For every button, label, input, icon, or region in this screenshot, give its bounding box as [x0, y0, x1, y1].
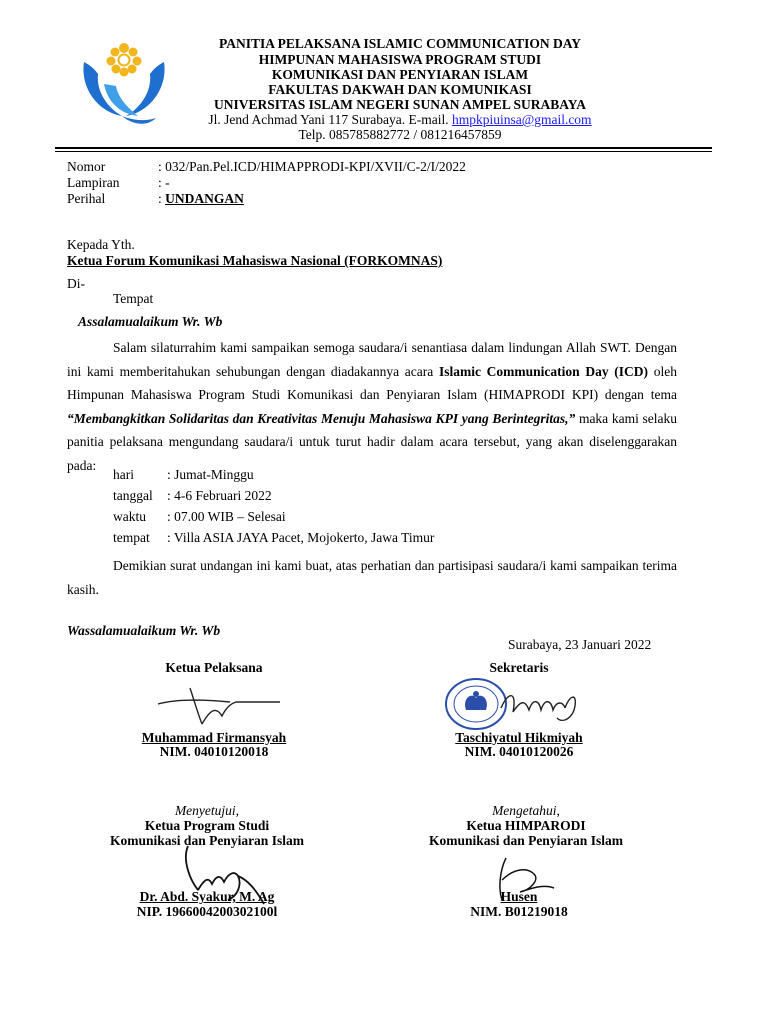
- left-top-name: Muhammad Firmansyah: [141, 730, 287, 745]
- kepada-label: Kepada Yth.: [67, 237, 135, 252]
- date-line: Surabaya, 23 Januari 2022: [508, 637, 652, 652]
- logo-flower-icon: [107, 43, 142, 77]
- lampiran-label: Lampiran: [67, 175, 120, 190]
- address-text: Jl. Jend Achmad Yani 117 Surabaya. E-mail.: [208, 112, 453, 127]
- detail-label-tanggal: tanggal: [113, 488, 153, 503]
- header-address: [180, 112, 620, 128]
- header-university: UNIVERSITAS ISLAM NEGERI SUNAN AMPEL SURABAYA: [214, 97, 586, 112]
- signature-firmansyah: [150, 680, 290, 730]
- closing-greeting: Wassalamualaikum Wr. Wb: [67, 623, 221, 638]
- perihal-field: [158, 191, 244, 207]
- di-label: Di-: [67, 276, 85, 291]
- left-bottom-role2: Komunikasi dan Penyiaran Islam: [110, 833, 304, 848]
- right-top-id: NIM. 04010120026: [464, 744, 574, 759]
- tempat-label: Tempat: [113, 291, 154, 306]
- detail-label-waktu: waktu: [113, 509, 146, 524]
- perihal-label: Perihal: [67, 191, 106, 206]
- left-bottom-role1: Ketua Program Studi: [144, 818, 270, 833]
- detail-value-waktu: : 07.00 WIB – Selesai: [167, 509, 286, 524]
- nomor-value: : 032/Pan.Pel.ICD/HIMAPPRODI-KPI/XVII/C-2/I/2022: [158, 159, 466, 174]
- detail-value-tempat: : Villa ASIA JAYA Pacet, Mojokerto, Jawa Timur: [167, 530, 435, 545]
- event-theme: “Membangkitkan Solidaritas dan Kreativitas Menuju Mahasiswa KPI yang Berintegritas,”: [67, 410, 576, 426]
- header-program: KOMUNIKASI DAN PENYIARAN ISLAM: [271, 67, 529, 82]
- body-text-1: Salam silaturrahim kami sampaikan semoga saudara/i senantiasa dalam lindungan Allah SWT. Dengan ini kami memberitahukan sehubungan dengan diadakannya acara: [67, 340, 677, 379]
- detail-label-tempat: tempat: [113, 530, 150, 545]
- detail-value-hari: : Jumat-Minggu: [167, 467, 254, 482]
- right-bottom-pre: Mengetahui,: [492, 803, 560, 818]
- header-committee: PANITIA PELAKSANA ISLAMIC COMMUNICATION DAY: [218, 36, 582, 51]
- recipient-name: Ketua Forum Komunikasi Mahasiswa Nasional (FORKOMNAS): [67, 253, 443, 268]
- organization-logo: [78, 38, 170, 130]
- left-top-role: Ketua Pelaksana: [165, 660, 263, 675]
- header-association: HIMPUNAN MAHASISWA PROGRAM STUDI: [258, 52, 542, 67]
- right-bottom-id: NIM. B01219018: [470, 904, 568, 919]
- perihal-colon: :: [158, 191, 166, 206]
- signature-taschiyatul: [495, 678, 585, 728]
- right-bottom-role2: Komunikasi dan Penyiaran Islam: [429, 833, 623, 848]
- detail-label-hari: hari: [113, 467, 134, 482]
- body-text-2: oleh Himpunan Mahasiswa Program Studi Komunikasi dan Penyiaran Islam (HIMAPRODI KPI) dengan tema: [67, 363, 677, 402]
- lampiran-value: : -: [158, 175, 170, 190]
- header-faculty: FAKULTAS DAKWAH DAN KOMUNIKASI: [268, 82, 532, 97]
- header-divider-thin: [55, 151, 712, 152]
- left-bottom-id: NIP. 1966004200302100l: [136, 904, 278, 919]
- email-link[interactable]: hmpkpiuinsa@gmail.com: [452, 112, 592, 127]
- body-text-3: maka kami selaku panitia pelaksana mengundang saudara/i untuk turut hadir dalam acara tersebut, yang akan diselenggarakan pada:: [67, 410, 677, 473]
- left-bottom-pre: Menyetujui,: [174, 803, 240, 818]
- nomor-label: Nomor: [67, 159, 106, 174]
- left-top-id: NIM. 04010120018: [159, 744, 269, 759]
- detail-value-tanggal: : 4-6 Februari 2022: [167, 488, 272, 503]
- perihal-value: UNDANGAN: [165, 191, 244, 206]
- right-top-role: Sekretaris: [489, 660, 549, 675]
- greeting: Assalamualaikum Wr. Wb: [78, 314, 223, 329]
- body-paragraph: [67, 336, 677, 477]
- right-top-name: Taschiyatul Hikmiyah: [455, 730, 583, 745]
- left-bottom-name: Dr. Abd. Syakur, M. Ag: [139, 889, 275, 904]
- right-bottom-name: Husen: [500, 889, 538, 904]
- right-bottom-role1: Ketua HIMPARODI: [466, 818, 586, 833]
- closing-paragraph: Demikian surat undangan ini kami buat, atas perhatian dan partisipasi saudara/i kami sampaikan terima kasih.: [67, 558, 677, 597]
- header-divider-thick: [55, 147, 712, 149]
- event-name: Islamic Communication Day (ICD): [438, 363, 649, 379]
- header-phone: Telp. 085785882772 / 081216457859: [298, 127, 502, 142]
